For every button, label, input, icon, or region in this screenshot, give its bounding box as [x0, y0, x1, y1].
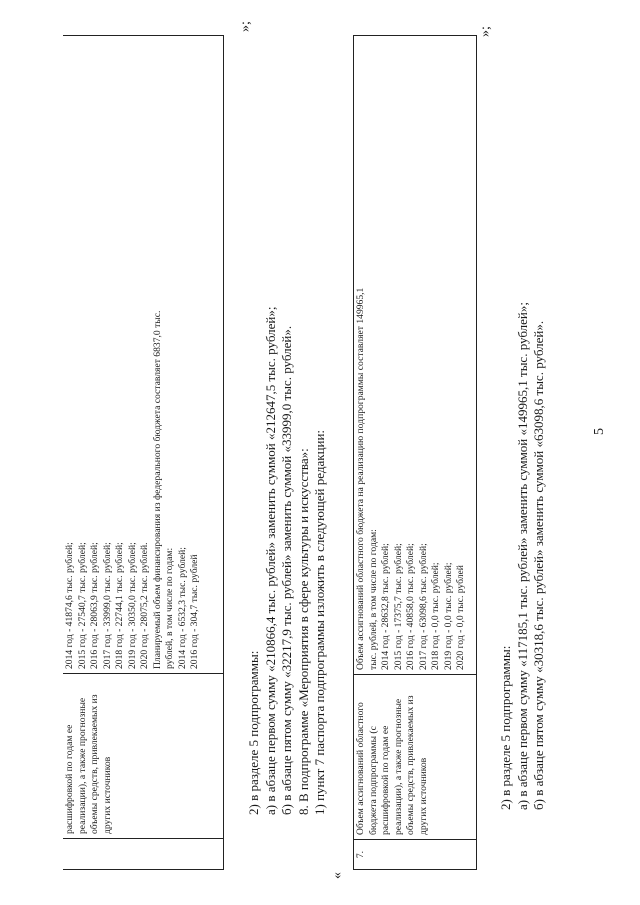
- table-value-cell: [63, 36, 223, 673]
- table-value-line: 2019 год - 0,0 тыс. рублей;: [442, 562, 454, 670]
- paragraph-line: а) в абзаце первом сумму «210866,4 тыс. рублей» заменить суммой «212647,5 тыс. рублей»;: [262, 306, 278, 815]
- table-value-line: 2015 год - 17375,7 тыс. рублей;: [392, 543, 404, 670]
- closing-quote-mark: »;: [478, 26, 493, 37]
- table-value-line: 2017 год - 63098,6 тыс. рублей;: [417, 543, 429, 670]
- table-label-lines: [64, 678, 114, 834]
- table-value-line: рублей, в том числе по годам:: [164, 547, 175, 669]
- paragraph-line: 1) пункт 7 паспорта подпрограммы изложить в следующей редакции:: [312, 429, 327, 815]
- table-value-line: 2016 год - 304,7 тыс. рублей: [189, 554, 200, 669]
- opening-quote-mark: «: [330, 872, 345, 879]
- table-label-line: объемы средств, привлекаемых из: [405, 695, 416, 835]
- table-value-line: 2020 год - 0,0 тыс. рублей: [455, 565, 466, 670]
- table-value-line: 2017 год - 33999,0 тыс. рублей;: [101, 542, 113, 669]
- passport-table-item-7: [353, 35, 477, 870]
- table-value-lines: [64, 40, 202, 669]
- paragraph-line: б) в абзаце пятом сумму «30318,6 тыс. рублей» заменить суммой «63098,6 тыс. рублей».: [531, 320, 546, 810]
- table-value-line: Объем ассигнований областного бюджета на реализацию подпрограммы составляет 149965,1: [355, 287, 366, 670]
- table-value-line: 2015 год - 27540,7 тыс. рублей;: [76, 542, 88, 669]
- table-label-lines: [355, 679, 430, 835]
- table-label-line: реализации), а также прогнозные: [76, 697, 88, 834]
- paragraph-line: 2) в разделе 5 подпрограммы:: [498, 645, 513, 810]
- table-value-line: тыс. рублей, в том числе по годам:: [367, 529, 379, 670]
- table-label-line: объемы средств, привлекаемых из: [89, 694, 100, 834]
- paragraph-line: б) в абзаце пятом сумму «32217,9 тыс. рублей» заменить суммой «33999,0 тыс. рублей».: [279, 325, 294, 815]
- table-value-line: 2018 год - 22744,1 тыс. рублей;: [114, 542, 125, 669]
- page-number: 5: [592, 428, 607, 435]
- table-value-line: 2016 год - 28063,9 тыс. рублей;: [89, 542, 100, 669]
- table-label-line: других источников: [417, 757, 429, 835]
- table-number-cell: 7.: [354, 839, 476, 869]
- table-label-line: бюджета подпрограммы (с: [367, 726, 379, 835]
- table-label-line: других источников: [101, 756, 113, 834]
- table-value-line: 2016 год - 40858,0 тыс. рублей;: [405, 543, 416, 670]
- table-label-line: реализации), а также прогнозные: [392, 698, 404, 835]
- paragraph-line: 2) в разделе 5 подпрограммы:: [246, 650, 261, 815]
- table-value-line: Планируемый объем финансирования из федерального бюджета составляет 6837,0 тыс.: [151, 310, 163, 669]
- table-value-line: 2014 год - 28632,8 тыс. рублей;: [380, 543, 391, 670]
- table-value-line: 2014 год - 41874,6 тыс. рублей;: [64, 542, 75, 669]
- table-label-cell: [63, 673, 223, 838]
- paragraph-line: 8. В подпрограмме «Мероприятия в сфере культуры и искусства»:: [295, 448, 311, 815]
- table-value-line: 2018 год - 0,0 тыс. рублей;: [430, 562, 441, 670]
- passport-table-continued: [63, 35, 224, 870]
- table-value-line: 2014 год - 6532,3 тыс. рублей;: [176, 547, 188, 669]
- table-value-cell: [354, 36, 476, 674]
- table-value-line: 2019 год - 30350,0 тыс. рублей;: [126, 542, 138, 669]
- table-label-cell: [354, 674, 476, 839]
- table-label-line: расшифровкой по годам ее: [380, 725, 391, 835]
- table-label-line: расшифровкой по годам ее: [64, 724, 75, 834]
- paragraph-line: а) в абзаце первом сумму «117185,1 тыс. рублей» заменить суммой «149965,1 тыс. рублей»;: [514, 302, 530, 810]
- table-value-line: 2020 год - 28075,2 тыс. рублей.: [139, 542, 150, 669]
- table-number-cell: [63, 838, 223, 869]
- table-value-lines: [355, 40, 468, 670]
- closing-quote-mark: »;: [238, 21, 253, 32]
- table-label-line: Объем ассигнований областного: [355, 702, 366, 835]
